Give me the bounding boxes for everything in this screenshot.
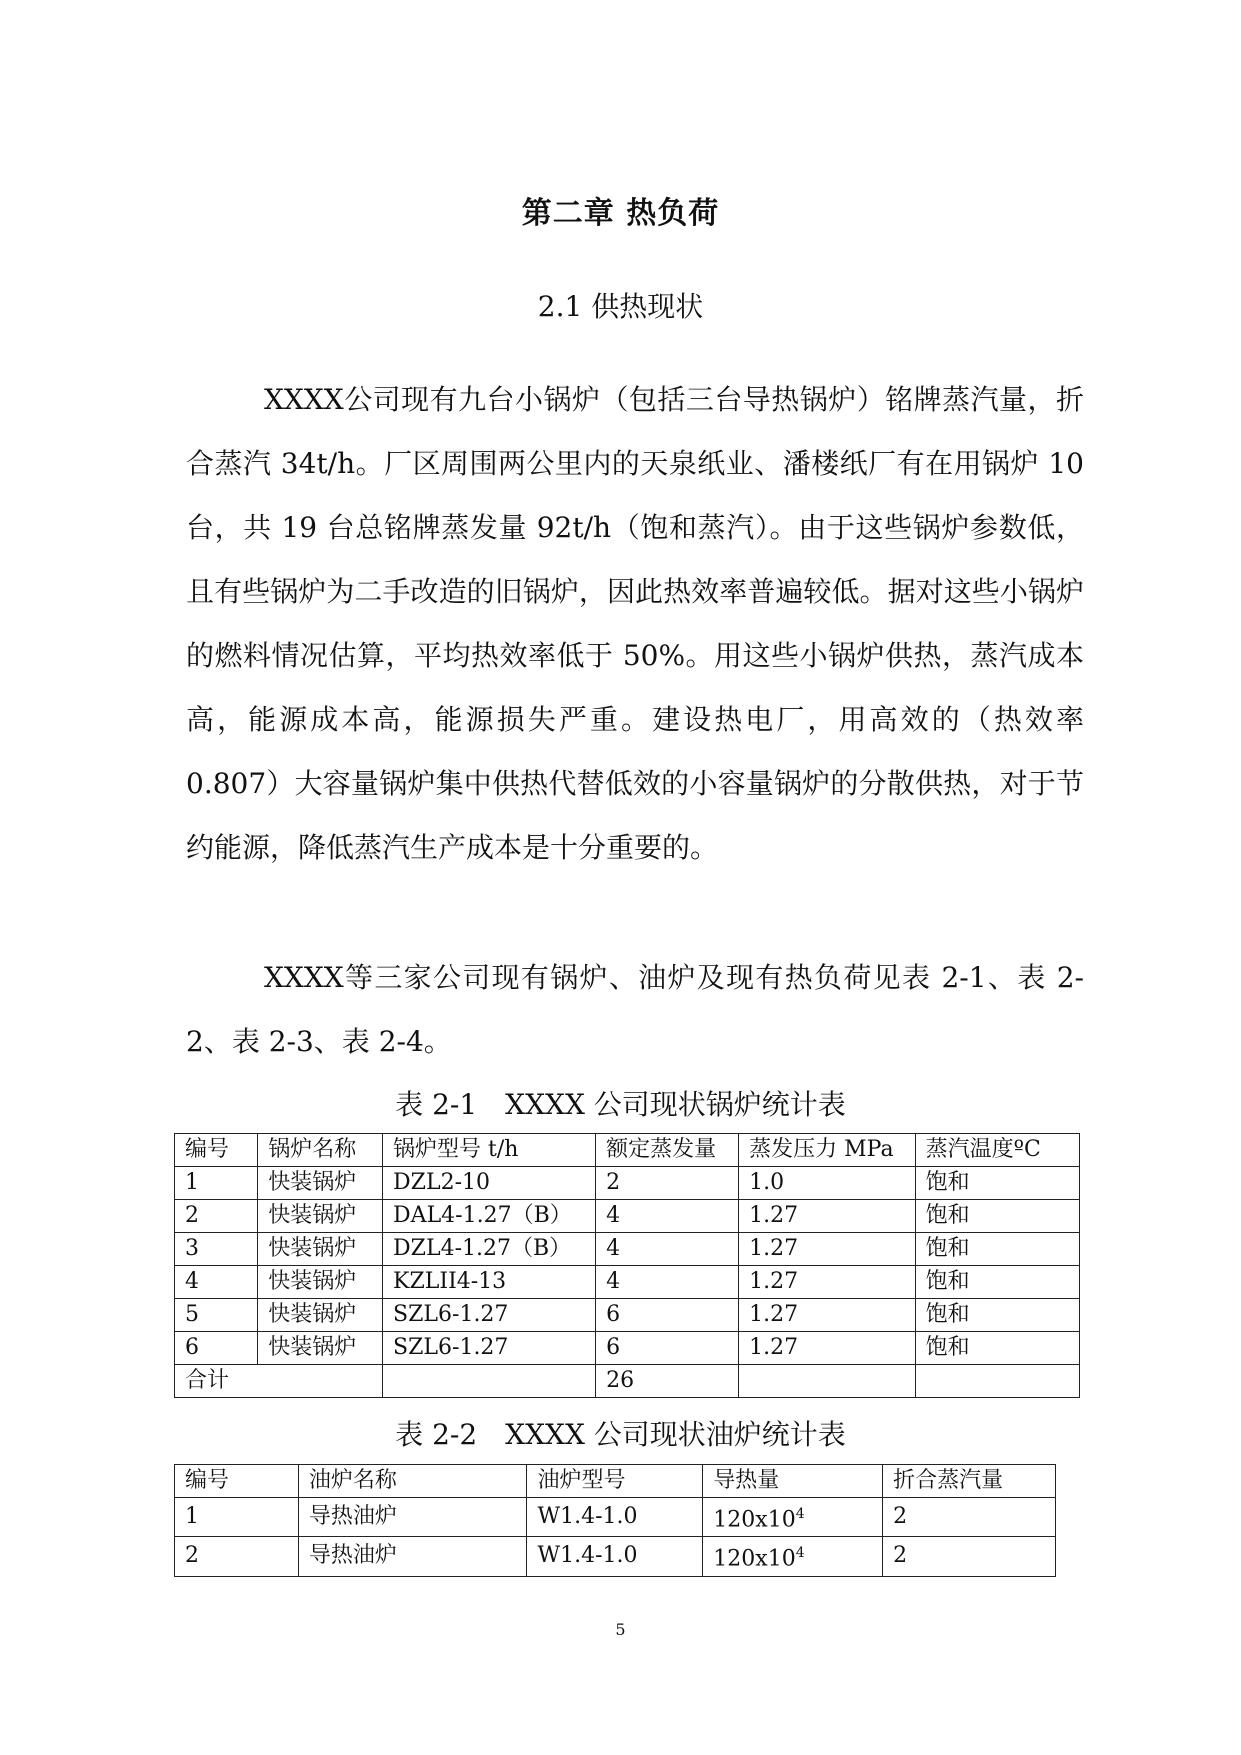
table-cell: 1.27 <box>739 1299 916 1332</box>
paragraph-text: XXXX公司现有九台小锅炉（包括三台导热锅炉）铭牌蒸汽量，折合蒸汽 34t/h。厂区周围两公里内的天泉纸业、潘楼纸厂有在用锅炉 10 台，共 19 台总铭牌蒸发量 92t/h（饱和蒸汽）。由于这些锅炉参数低，且有些锅炉为二手改造的旧锅炉，因此热效率普遍较低。据对这些小锅炉的燃料情况估算，平均热效率低于 50%。用这些小锅炉供热，蒸汽成本高，能源成本高，能源损失严重。建设热电厂，用高效的（热效率 0.807）大容量锅炉集中供热代替低效的小容量锅炉的分散供热，对于节约能源，降低蒸汽生产成本是十分重要的。 <box>186 383 1084 864</box>
table-header-row <box>175 1465 1056 1498</box>
header-cell: 锅炉型号 t/h <box>383 1134 596 1167</box>
table-cell: 饱和 <box>915 1332 1079 1365</box>
table-cell: 1.27 <box>739 1200 916 1233</box>
header-cell: 额定蒸发量 <box>596 1134 739 1167</box>
table-cell: 饱和 <box>915 1200 1079 1233</box>
total-label-cell: 合计 <box>175 1365 383 1398</box>
heat-exponent: 4 <box>795 1545 805 1562</box>
heat-exponent: 4 <box>795 1506 805 1522</box>
table-cell: SZL6-1.27 <box>383 1332 596 1365</box>
header-cell: 导热量 <box>703 1465 883 1498</box>
table-cell: 快装锅炉 <box>258 1167 383 1200</box>
table-cell: 快装锅炉 <box>258 1266 383 1299</box>
table-cell: 6 <box>596 1299 739 1332</box>
table-cell: KZLII4-13 <box>383 1266 596 1299</box>
header-cell: 编号 <box>175 1465 299 1498</box>
header-cell: 油炉名称 <box>298 1465 527 1498</box>
table-cell: 4 <box>596 1266 739 1299</box>
table-cell: DZL2-10 <box>383 1167 596 1200</box>
table-cell: 1 <box>175 1167 258 1200</box>
total-capacity-cell: 26 <box>596 1365 739 1398</box>
table-cell: 1 <box>175 1498 299 1537</box>
table-cell: 快装锅炉 <box>258 1332 383 1365</box>
paragraph-text: XXXX等三家公司现有锅炉、油炉及现有热负荷见表 2-1、表 2-2、表 2-3、表 2-4。 <box>186 961 1084 1058</box>
table-cell: 4 <box>596 1200 739 1233</box>
table-cell: 导热油炉 <box>298 1498 527 1537</box>
table-row <box>175 1233 1080 1266</box>
table-cell: 饱和 <box>915 1299 1079 1332</box>
table-row <box>175 1498 1056 1537</box>
table-cell: 快装锅炉 <box>258 1233 383 1266</box>
chapter-title: 第二章 热负荷 <box>521 196 720 231</box>
table-cell: 6 <box>596 1332 739 1365</box>
table-cell: 快装锅炉 <box>258 1200 383 1233</box>
table-cell: 2 <box>175 1200 258 1233</box>
header-cell: 油炉型号 <box>527 1465 703 1498</box>
table-row <box>175 1299 1080 1332</box>
table-cell: 2 <box>883 1498 1056 1537</box>
table-cell: DAL4-1.27（B） <box>383 1200 596 1233</box>
section-title: 2.1 供热现状 <box>537 290 704 323</box>
table-cell: W1.4-1.0 <box>527 1498 703 1537</box>
table-row <box>175 1332 1080 1365</box>
table-cell: 快装锅炉 <box>258 1299 383 1332</box>
heat-value: 120x10 <box>713 1507 796 1533</box>
heat-value: 120x10 <box>713 1546 796 1572</box>
table-cell: 1.27 <box>739 1266 916 1299</box>
total-model-cell <box>383 1365 596 1398</box>
boiler-statistics-table <box>174 1133 1080 1398</box>
header-cell: 折合蒸汽量 <box>883 1465 1056 1498</box>
table-total-row <box>175 1365 1080 1398</box>
page-number: 5 <box>615 1620 626 1639</box>
table-2-2-caption: 表 2-2 XXXX 公司现状油炉统计表 <box>395 1418 846 1451</box>
table-cell: 导热油炉 <box>298 1537 527 1576</box>
header-cell: 锅炉名称 <box>258 1134 383 1167</box>
table-cell: 5 <box>175 1299 258 1332</box>
total-pressure-cell <box>739 1365 916 1398</box>
table-row <box>175 1266 1080 1299</box>
table-row <box>175 1537 1056 1576</box>
table-cell: 4 <box>596 1233 739 1266</box>
table-row <box>175 1200 1080 1233</box>
table-cell: W1.4-1.0 <box>527 1537 703 1576</box>
table-cell: 2 <box>883 1537 1056 1576</box>
table-cell: SZL6-1.27 <box>383 1299 596 1332</box>
table-cell: 6 <box>175 1332 258 1365</box>
oil-heater-statistics-table <box>174 1464 1056 1577</box>
table-cell: 4 <box>175 1266 258 1299</box>
table-cell: 1.0 <box>739 1167 916 1200</box>
table-cell: 1.27 <box>739 1233 916 1266</box>
table-header-row <box>175 1134 1080 1167</box>
table-cell <box>703 1498 883 1537</box>
header-cell: 蒸汽温度ºC <box>915 1134 1079 1167</box>
paragraph-table-reference <box>186 946 1084 1074</box>
table-cell: 3 <box>175 1233 258 1266</box>
table-cell: 饱和 <box>915 1233 1079 1266</box>
table-cell: 饱和 <box>915 1266 1079 1299</box>
table-2-1-caption: 表 2-1 XXXX 公司现状锅炉统计表 <box>395 1088 846 1121</box>
table-cell: DZL4-1.27（B） <box>383 1233 596 1266</box>
table-cell: 2 <box>596 1167 739 1200</box>
paragraph-heat-supply-status <box>186 368 1084 880</box>
table-cell: 1.27 <box>739 1332 916 1365</box>
table-cell <box>703 1537 883 1576</box>
table-cell: 2 <box>175 1537 299 1576</box>
header-cell: 编号 <box>175 1134 258 1167</box>
total-temperature-cell <box>915 1365 1079 1398</box>
table-row <box>175 1167 1080 1200</box>
header-cell: 蒸发压力 MPa <box>739 1134 916 1167</box>
table-cell: 饱和 <box>915 1167 1079 1200</box>
